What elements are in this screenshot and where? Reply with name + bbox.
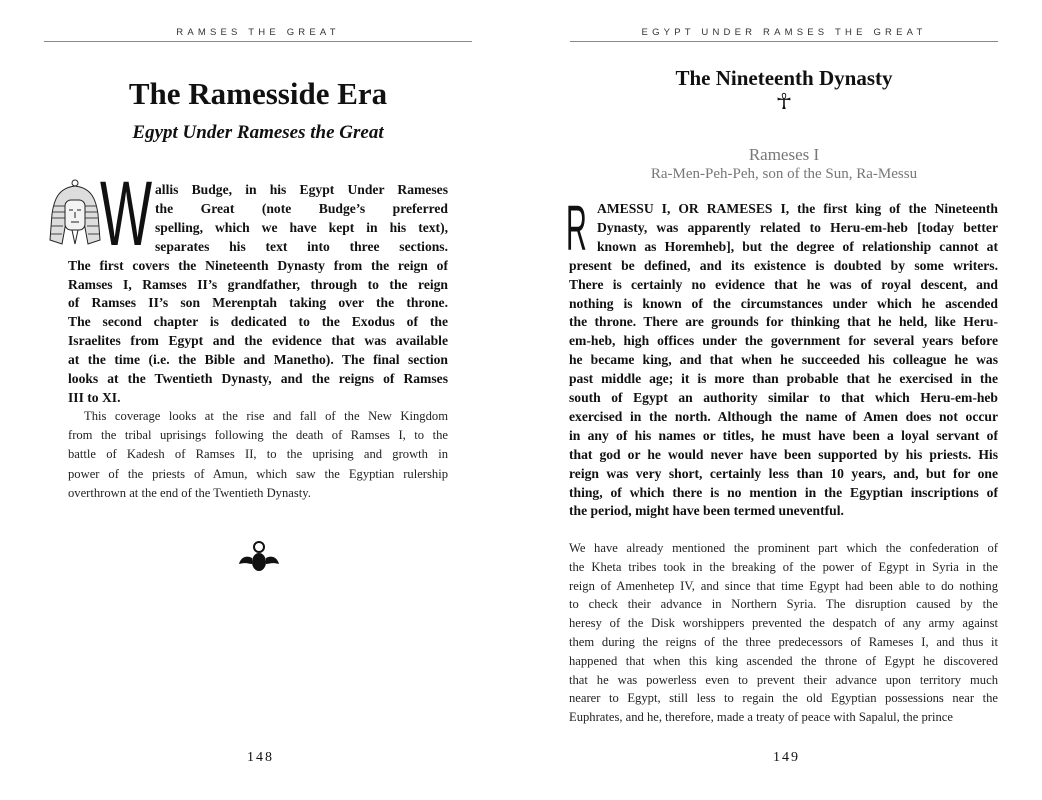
text-line: the throne. There are grounds for thinking that he held, like Heru- bbox=[569, 314, 998, 330]
drop-cap: W bbox=[100, 163, 153, 265]
pharaoh-head-icon bbox=[48, 178, 102, 248]
text-line: III to XI. bbox=[68, 389, 121, 405]
text-line: past middle age; it is more than probable that he exercised in the bbox=[569, 371, 998, 387]
text-line: the Kheta tribes took in the breaking of the power of Egypt in Syria in the bbox=[569, 559, 998, 574]
text-line: known as Horemheb], but the degree of relationship cannot at bbox=[597, 238, 998, 254]
running-head: EGYPT UNDER RAMSES THE GREAT bbox=[641, 27, 927, 38]
text-line: reign of Amenhetep IV, and since that time Egypt had been able to do nothing bbox=[569, 578, 998, 593]
page-number: 149 bbox=[773, 750, 800, 765]
text-line: allis Budge, in his Egypt Under Rameses bbox=[155, 182, 448, 197]
text-line: nothing is known of the circumstances under which he ascended bbox=[569, 295, 998, 311]
chapter-title: The Ramesside Era bbox=[128, 76, 388, 111]
text-line: There is certainly no evidence that he was of royal descent, and bbox=[569, 276, 998, 292]
text-line: in any of his names or titles, he must have been a loyal servant of bbox=[569, 427, 998, 443]
header-rule bbox=[44, 41, 472, 42]
text-line: em-heb, high offices under the government for several years before bbox=[569, 333, 998, 349]
text-line: separates his text into three sections. bbox=[155, 238, 448, 254]
text-line: happened that when this king ascended the throne of Egypt he discovered bbox=[569, 653, 998, 668]
text-line: that god or he would never have been supported by his priests. His bbox=[569, 446, 998, 462]
text-line: to check their advance in Northern Syria. The disruption caused by the bbox=[569, 597, 998, 612]
text-line: Dynasty, was apparently related to Heru-em-heb [today better bbox=[597, 219, 998, 235]
text-line: Euphrates, and he, therefore, made a treaty of peace with Sapalul, the prince bbox=[569, 710, 953, 725]
chapter-subtitle: Egypt Under Rameses the Great bbox=[132, 122, 384, 143]
text-line: The second chapter is dedicated to the Exodus of the bbox=[68, 314, 448, 330]
scarab-icon bbox=[238, 540, 280, 574]
text-line: nearer to Egypt, still less to regain the old Egyptian possessions near the bbox=[569, 691, 998, 706]
text-line: reign was very short, certainly less than 10 years, and, but for one bbox=[569, 465, 998, 481]
text-line: of Ramses II’s son Merenptah taking over the throne. bbox=[68, 295, 448, 311]
text-line: overthrown at the end of the Twentieth Dynasty. bbox=[68, 485, 311, 500]
chapter-title: The Nineteenth Dynasty bbox=[675, 66, 893, 90]
text-line: We have already mentioned the prominent part which the confederation of bbox=[569, 541, 998, 555]
drop-cap: R bbox=[566, 192, 587, 264]
page-number: 148 bbox=[247, 750, 274, 765]
running-head: RAMSES THE GREAT bbox=[176, 27, 340, 38]
text-line: battle of Kadesh of Ramses II, to the uprising and growth in bbox=[68, 447, 448, 462]
text-line: at the time (i.e. the Bible and Manetho). The final section bbox=[68, 352, 448, 368]
section-subheading: Ra-Men-Peh-Peh, son of the Sun, Ra-Messu bbox=[650, 166, 918, 182]
text-line: he became king, and that when he succeeded his colleague he was bbox=[569, 352, 998, 368]
text-line: present be defined, and its existence is doubted by some writers. bbox=[569, 257, 998, 273]
text-line: from the tribal uprisings following the death of Ramses I, to the bbox=[68, 428, 448, 443]
text-line: that he was powerless even to prevent their advance upon territory much bbox=[569, 672, 998, 687]
text-line: the period, might have been termed uneventful. bbox=[569, 503, 844, 519]
text-line: exercised in the north. Although the name of Amen does not occur bbox=[569, 408, 998, 424]
text-line: AMESSU I, OR RAMESES I, the first king of the Nineteenth bbox=[597, 201, 998, 216]
text-line: looks at the Twentieth Dynasty, and the reigns of Ramses bbox=[68, 371, 448, 386]
text-line: power of the priests of Amun, which saw the Egyptian rulership bbox=[68, 466, 448, 481]
text-line: south of Egypt an authority similar to that which Heru-em-heb bbox=[569, 390, 998, 405]
text-line: The first covers the Nineteenth Dynasty from the reign of bbox=[68, 257, 448, 273]
text-line: Israelites from Egypt and the evidence that was available bbox=[68, 333, 448, 349]
text-line: Ramses I, Ramses II’s grandfather, through to the reign bbox=[68, 276, 448, 292]
header-rule bbox=[570, 41, 998, 42]
ankh-icon: ☥ bbox=[775, 89, 793, 114]
text-line: spelling, which we have kept in his text), bbox=[155, 219, 448, 235]
text-line: the Great (note Budge’s preferred bbox=[155, 200, 448, 216]
text-line: This coverage looks at the rise and fall of the New Kingdom bbox=[84, 409, 448, 423]
text-line: thing, of which there is no mention in the Egyptian inscriptions of bbox=[569, 484, 998, 500]
text-line: them during the reigns of the three predecessors of Rameses I, and thus it bbox=[569, 635, 998, 649]
section-heading: Rameses I bbox=[748, 145, 820, 164]
text-line: heresy of the Disk worshippers prevented the despatch of any army against bbox=[569, 616, 998, 631]
